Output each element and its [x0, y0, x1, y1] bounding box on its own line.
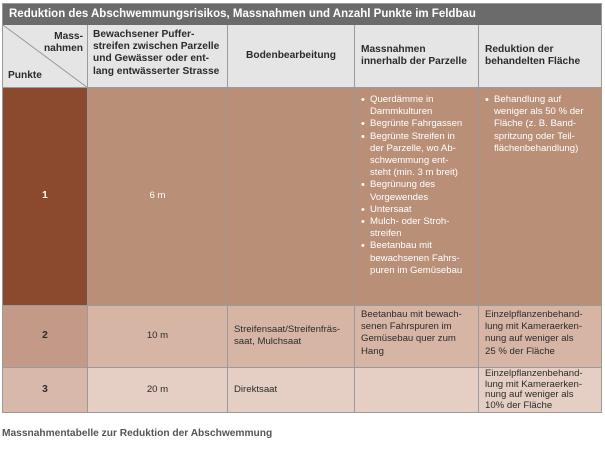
- list-item: [359, 204, 475, 216]
- text-line: Streifensaat/Streifenfräs-: [234, 324, 341, 335]
- list-item-line: • Untersaat: [370, 203, 412, 215]
- header-line: Bewachsener Puffer-: [93, 29, 195, 40]
- table-row-2-buffer: [88, 306, 228, 368]
- list-item-line: • Begrünte Fahrgassen: [370, 118, 463, 130]
- list-item-line: • Begrünte Streifen in: [370, 130, 455, 142]
- buffer-width: 6 m: [149, 190, 166, 202]
- text-line: senen Fahrspuren im: [361, 321, 452, 333]
- text-line: 25 % der Fläche: [485, 345, 555, 357]
- corner-bottom-label: Punkte: [8, 69, 42, 81]
- list-item-line: Vorgewendes: [370, 191, 429, 203]
- table-row-3-points: [3, 368, 88, 412]
- list-item-line: schwemmung ent-: [370, 155, 449, 167]
- list-item-line: Dammkulturen: [370, 106, 433, 118]
- table-row-3-reduction: [479, 368, 601, 412]
- list-item-line: weniger als 50 % der: [494, 106, 584, 118]
- text-line: Einzelpflanzenbehand-: [485, 368, 583, 379]
- list-item-line: steht (min. 3 m breit): [370, 167, 458, 179]
- table-row-2-reduction: [479, 306, 601, 368]
- points-value: 3: [42, 383, 48, 395]
- list-item-line: bewachsenen Fahrs-: [370, 252, 460, 264]
- table-row-2-measures: [355, 306, 479, 368]
- header-line: innerhalb der Parzelle: [361, 56, 467, 68]
- header-line: Reduktion der: [485, 44, 554, 55]
- text-line: nung auf weniger als: [485, 333, 574, 345]
- table-row-1-measures: [355, 88, 479, 306]
- measures-table: [2, 3, 602, 413]
- text-line: nung auf weniger als: [485, 389, 574, 401]
- list-item: [359, 240, 475, 277]
- text-line: lung mit Kameraerken-: [485, 378, 583, 390]
- text-line: 10% der Fläche: [485, 399, 553, 411]
- reduction-list: [483, 94, 598, 155]
- header-line: und Gewässer oder ent-: [93, 53, 210, 65]
- header-measures: [355, 25, 479, 88]
- text-line: saat, Mulchsaat: [234, 336, 302, 348]
- measures-list: [359, 94, 475, 277]
- table-row-1-soil: [228, 88, 355, 306]
- soil-value: Direktsaat: [234, 383, 278, 395]
- table-row-3-soil: [228, 368, 355, 412]
- points-value: 1: [42, 190, 48, 202]
- list-item-line: • Mulch- oder Stroh-: [370, 216, 450, 228]
- table-row-1-reduction: [479, 88, 601, 306]
- header-area-reduction: [479, 25, 601, 88]
- points-value: 2: [42, 330, 48, 342]
- list-item-line: • Beetanbau mit: [370, 240, 432, 252]
- list-item: [359, 216, 475, 240]
- text-line: Gemüsebau quer zum: [361, 333, 456, 345]
- header-line: Bodenbearbeitung: [246, 50, 336, 61]
- table-row-3-buffer: [88, 368, 228, 412]
- list-item: [359, 94, 475, 118]
- list-item-line: • Begrünung des: [370, 179, 436, 191]
- list-item: [359, 118, 475, 130]
- table-title: Reduktion des Abschwemmungsrisikos, Massnahmen und Anzahl Punkte im Feldbau: [3, 4, 601, 25]
- text-line: Hang: [361, 345, 384, 357]
- header-line: behandelten Fläche: [485, 56, 581, 68]
- list-item-line: flächenbehandlung): [494, 142, 579, 154]
- table-row-1-buffer: [88, 88, 228, 306]
- text-line: Beetanbau mit bewach-: [361, 309, 462, 320]
- figure-caption: Massnahmentabelle zur Reduktion der Abschwemmung: [2, 428, 273, 439]
- header-line: lang entwässerter Strasse: [93, 65, 220, 77]
- list-item-line: Fläche (z. B. Band-: [494, 118, 577, 130]
- text-line: lung mit Kameraerken-: [485, 321, 583, 333]
- list-item-line: puren im Gemüsebau: [370, 264, 463, 276]
- header-corner: [3, 25, 88, 88]
- corner-top-line: nahmen: [43, 43, 83, 55]
- list-item-line: • Querdämme in: [370, 94, 434, 105]
- table-grid: [3, 25, 601, 412]
- table-row-3-measures: [355, 368, 479, 412]
- list-item: [359, 179, 475, 203]
- list-item-line: • Behandlung auf: [494, 94, 562, 105]
- list-item-line: streifen: [370, 228, 402, 240]
- corner-top-line: Mass-: [54, 31, 83, 42]
- text-line: Einzelpflanzenbehand-: [485, 309, 583, 320]
- buffer-width: 20 m: [146, 383, 169, 395]
- table-row-2-soil: [228, 306, 355, 368]
- corner-top-label: [44, 31, 83, 55]
- header-buffer-strip: [88, 25, 228, 88]
- list-item: [359, 131, 475, 180]
- list-item: [483, 94, 598, 155]
- buffer-width: 10 m: [146, 330, 169, 342]
- header-line: Massnahmen: [361, 44, 426, 55]
- table-row-2-points: [3, 306, 88, 368]
- header-line: streifen zwischen Parzelle: [93, 41, 220, 53]
- table-row-1-points: [3, 88, 88, 306]
- header-soil-tillage: [228, 25, 355, 88]
- list-item-line: der Parzelle, wo Ab-: [370, 142, 456, 154]
- list-item-line: spritzung oder Teil-: [494, 130, 575, 142]
